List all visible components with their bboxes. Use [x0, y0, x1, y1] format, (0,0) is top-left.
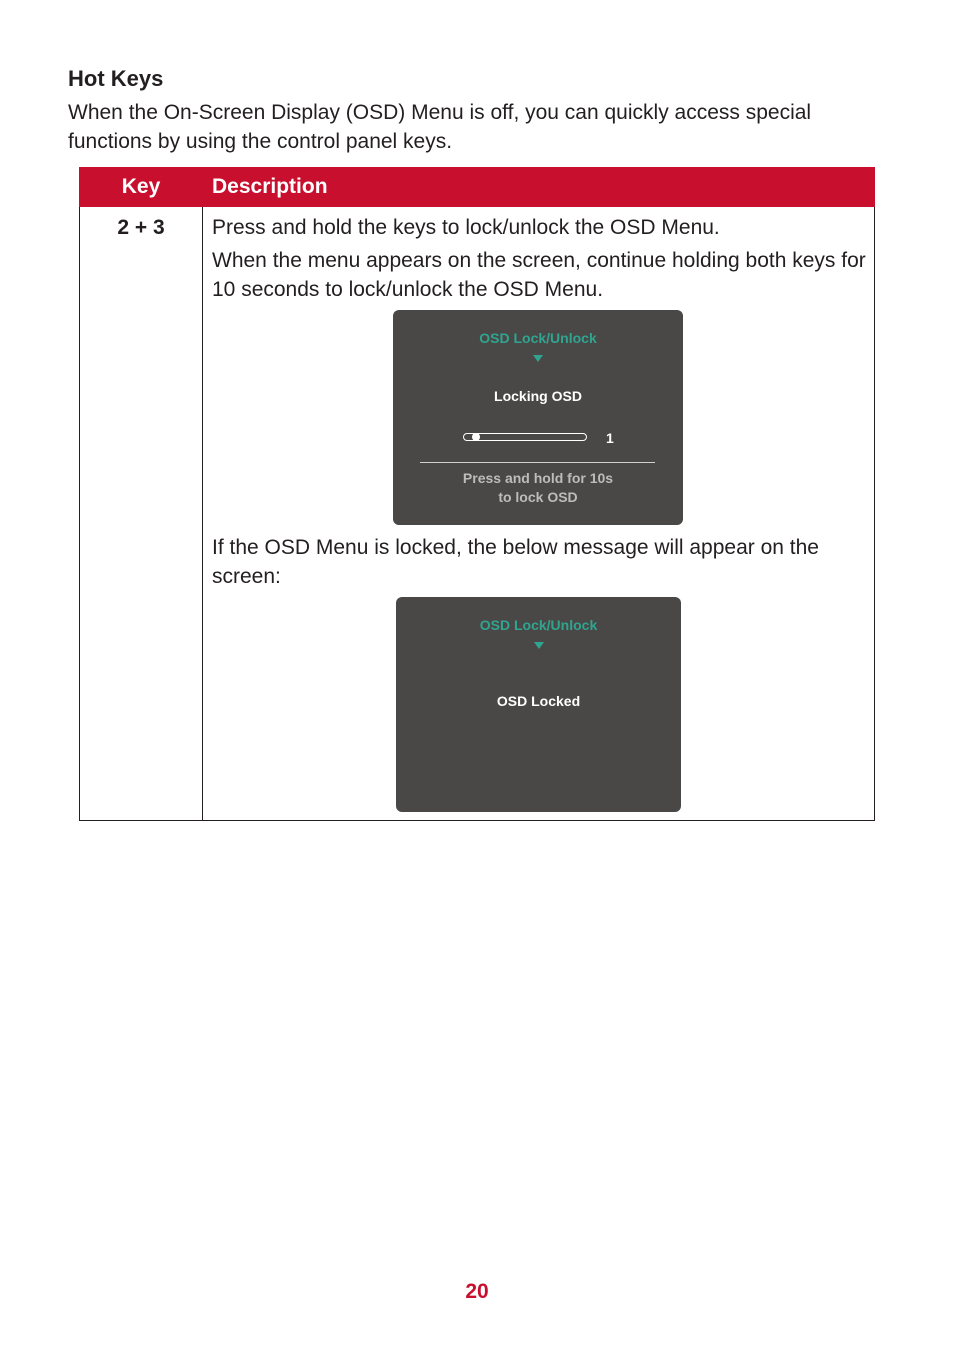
header-key: Key — [80, 168, 203, 207]
triangle-down-icon — [533, 355, 543, 362]
osd-hint-line: to lock OSD — [498, 489, 578, 505]
description-paragraph: When the menu appears on the screen, continue holding both keys for 10 seconds to lock/unlock the OSD Menu. — [212, 249, 866, 301]
osd-hint — [393, 469, 683, 507]
intro-paragraph: When the On-Screen Display (OSD) Menu is off, you can quickly access special functions by using the control panel keys. — [68, 101, 812, 153]
osd-status: Locking OSD — [494, 388, 582, 404]
section-title: Hot Keys — [68, 66, 164, 91]
osd-locked-screenshot — [396, 597, 681, 812]
osd-locking-screenshot — [393, 310, 683, 525]
description-paragraph: Press and hold the keys to lock/unlock the OSD Menu. — [212, 216, 720, 239]
table-row — [80, 207, 875, 821]
key-combination: 2 + 3 — [80, 207, 203, 821]
progress-value: 1 — [606, 430, 614, 446]
osd-divider — [420, 462, 655, 463]
description-cell — [203, 207, 875, 821]
table-header-row — [80, 168, 875, 207]
page-number: 20 — [465, 1280, 489, 1303]
header-description: Description — [203, 168, 875, 207]
slider-knob — [472, 433, 480, 441]
lock-progress-slider — [463, 433, 587, 441]
osd-status: OSD Locked — [496, 693, 581, 709]
osd-hint-line: Press and hold for 10s — [462, 470, 614, 486]
description-paragraph: If the OSD Menu is locked, the below message will appear on the screen: — [212, 536, 819, 588]
osd-title: OSD Lock/Unlock — [479, 617, 598, 633]
osd-title: OSD Lock/Unlock — [479, 330, 597, 346]
triangle-down-icon — [534, 642, 544, 649]
hot-keys-table — [79, 167, 875, 821]
